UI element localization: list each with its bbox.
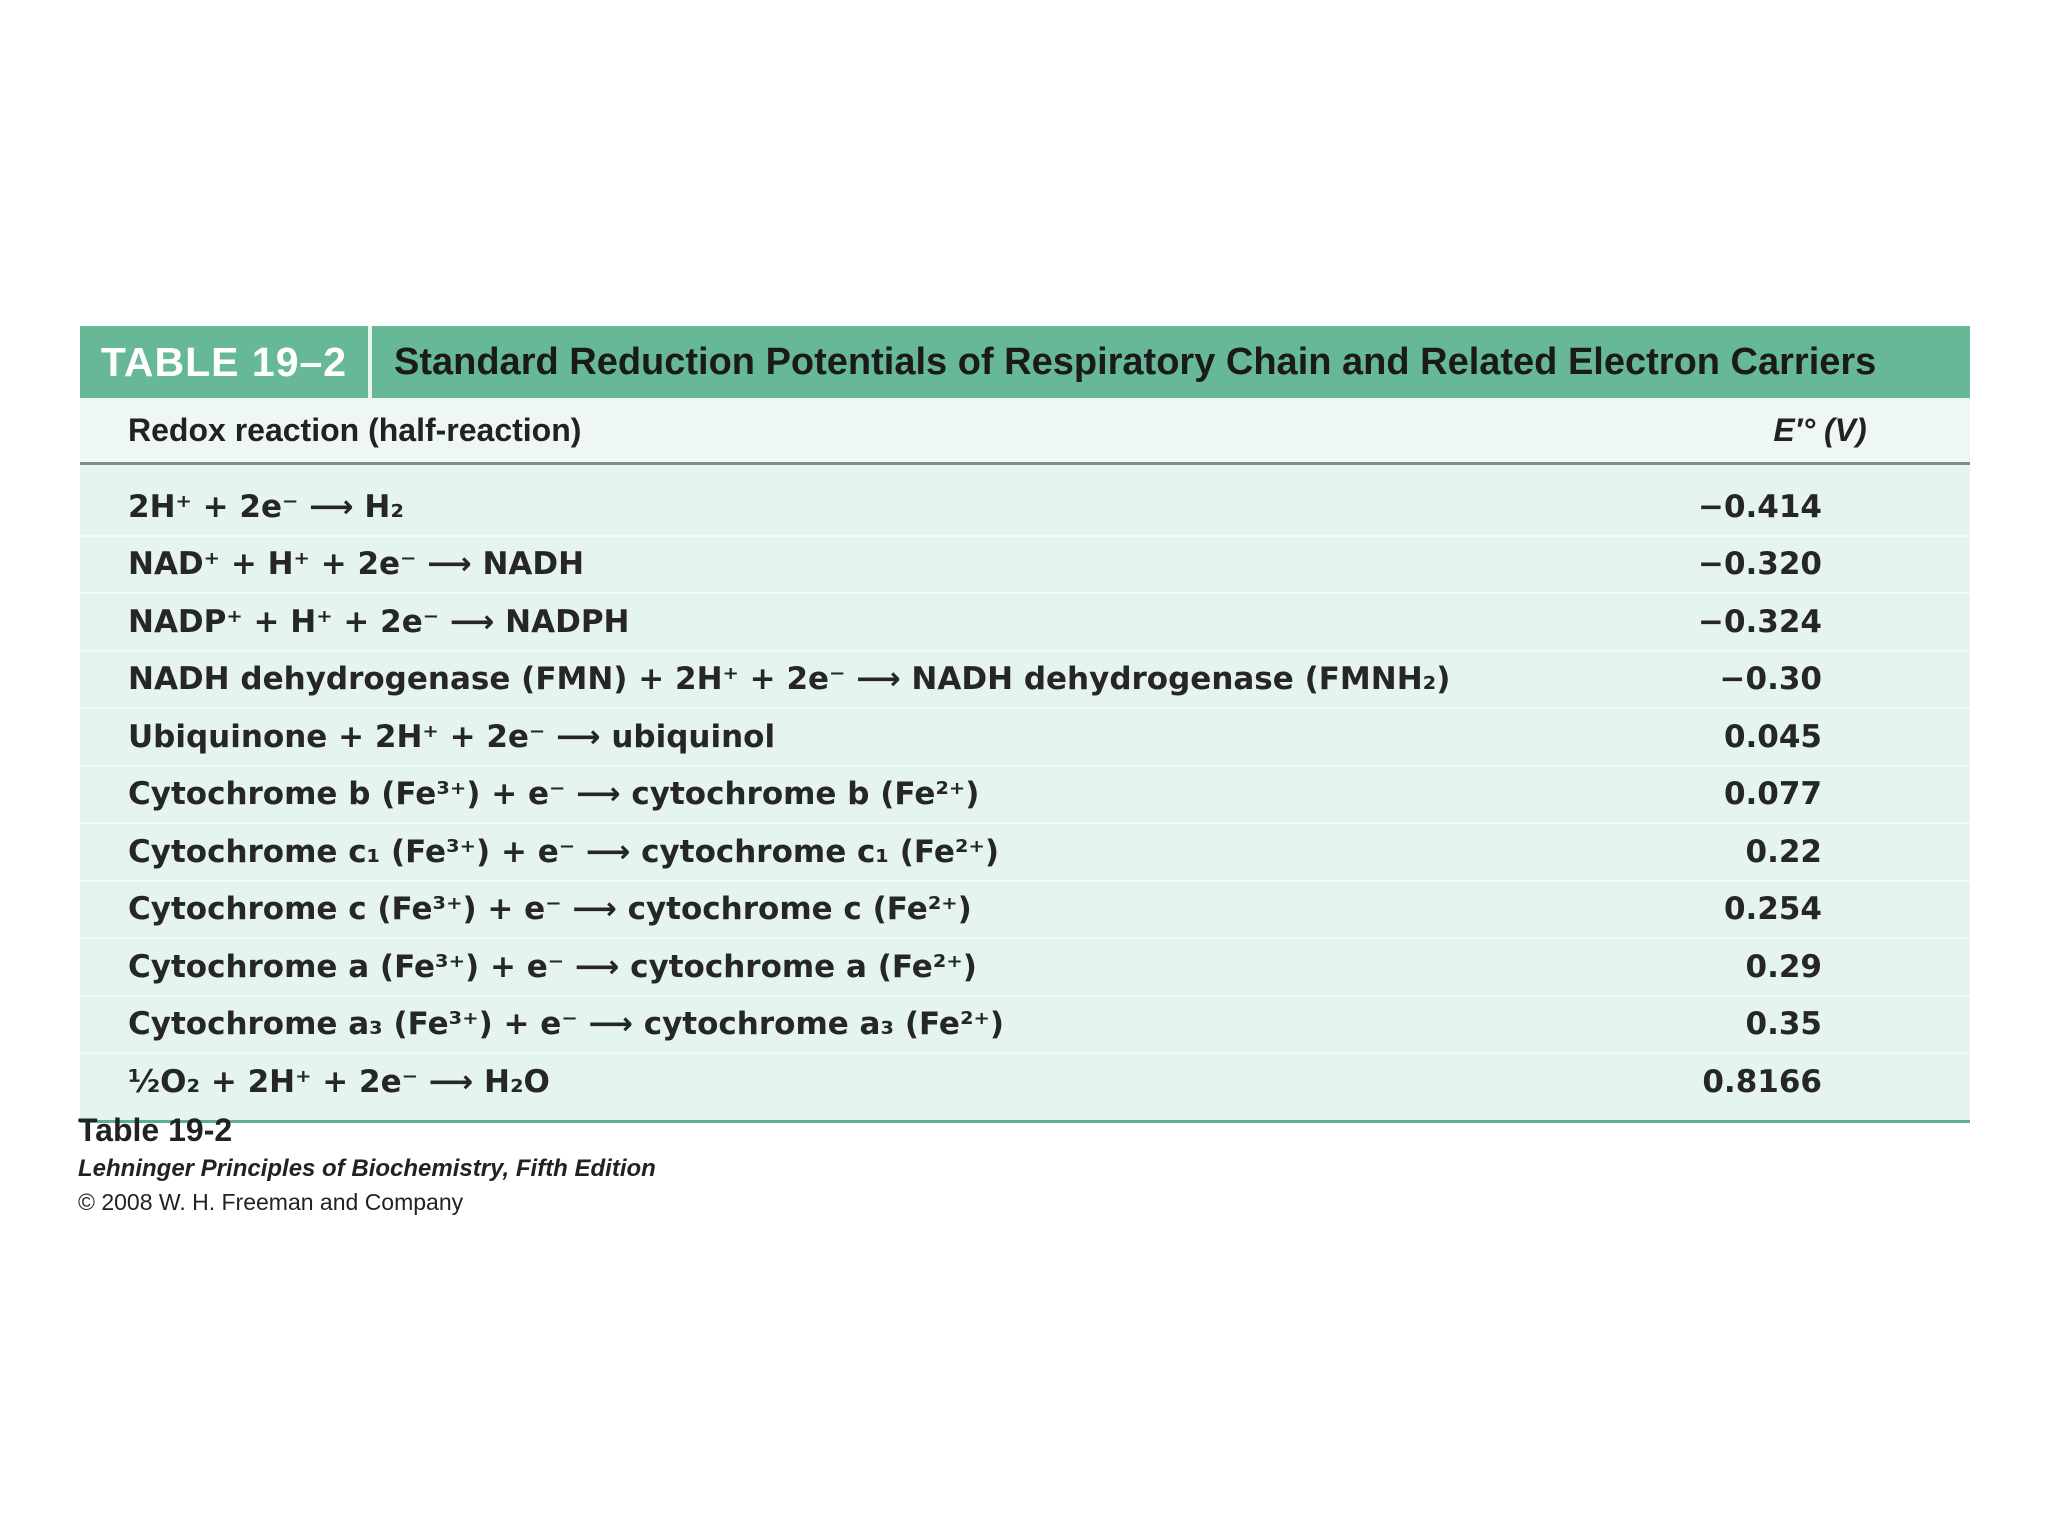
caption-copyright: © 2008 W. H. Freeman and Company (78, 1189, 464, 1215)
table-row (80, 592, 1970, 650)
table-row (80, 995, 1970, 1053)
reaction-cell: Cytochrome b (Fe³⁺) + e⁻ ⟶ cytochrome b (Fe²⁺) (128, 776, 980, 813)
reaction-cell: NADP⁺ + H⁺ + 2e⁻ ⟶ NADPH (128, 603, 630, 640)
potential-cell: 0.045 (1723, 718, 1822, 755)
caption-title: Table 19-2 (78, 1112, 233, 1148)
reaction-cell: Ubiquinone + 2H⁺ + 2e⁻ ⟶ ubiquinol (128, 718, 776, 755)
reaction-cell: Cytochrome a₃ (Fe³⁺) + e⁻ ⟶ cytochrome a₃ (Fe²⁺) (128, 1006, 1005, 1043)
table-row (80, 535, 1970, 593)
table-caption (78, 1112, 656, 1216)
table-row (80, 765, 1970, 823)
potential-cell: 0.22 (1745, 833, 1822, 870)
table-header-row (80, 398, 1970, 465)
reaction-cell: NADH dehydrogenase (FMN) + 2H⁺ + 2e⁻ ⟶ NADH dehydrogenase (FMNH₂) (128, 661, 1451, 698)
reaction-cell: 2H⁺ + 2e⁻ ⟶ H₂ (128, 488, 404, 525)
table-row (80, 1052, 1970, 1110)
potential-cell: −0.324 (1697, 603, 1822, 640)
potential-cell: 0.35 (1745, 1006, 1822, 1043)
reaction-cell: Cytochrome c₁ (Fe³⁺) + e⁻ ⟶ cytochrome c₁ (Fe²⁺) (128, 833, 999, 870)
reaction-cell: ½O₂ + 2H⁺ + 2e⁻ ⟶ H₂O (128, 1063, 550, 1100)
table-row (80, 707, 1970, 765)
caption-book: Lehninger Principles of Biochemistry, Fifth Edition (78, 1155, 656, 1182)
reaction-cell: Cytochrome c (Fe³⁺) + e⁻ ⟶ cytochrome c (Fe²⁺) (128, 891, 972, 928)
potential-cell: 0.29 (1745, 948, 1822, 985)
table-row (80, 822, 1970, 880)
table-row (80, 937, 1970, 995)
reaction-cell: Cytochrome a (Fe³⁺) + e⁻ ⟶ cytochrome a (Fe²⁺) (128, 948, 977, 985)
potential-cell: 0.077 (1723, 776, 1822, 813)
table-row (80, 650, 1970, 708)
table-body (80, 465, 1970, 1123)
table-number: TABLE 19–2 (80, 326, 372, 398)
reduction-potential-table (80, 326, 1970, 1123)
potential-cell: 0.8166 (1702, 1063, 1822, 1100)
potential-cell: −0.30 (1719, 661, 1822, 698)
reaction-cell: NAD⁺ + H⁺ + 2e⁻ ⟶ NADH (128, 546, 585, 583)
table-title-bar (80, 326, 1970, 398)
potential-cell: 0.254 (1723, 891, 1822, 928)
potential-cell: −0.320 (1697, 546, 1822, 583)
table-row (80, 479, 1970, 535)
header-potential: E′° (V) (1773, 411, 1867, 448)
table-title: Standard Reduction Potentials of Respiratory Chain and Related Electron Carriers (394, 340, 1877, 383)
potential-cell: −0.414 (1697, 488, 1822, 525)
table-row (80, 880, 1970, 938)
header-reaction: Redox reaction (half-reaction) (128, 411, 582, 448)
